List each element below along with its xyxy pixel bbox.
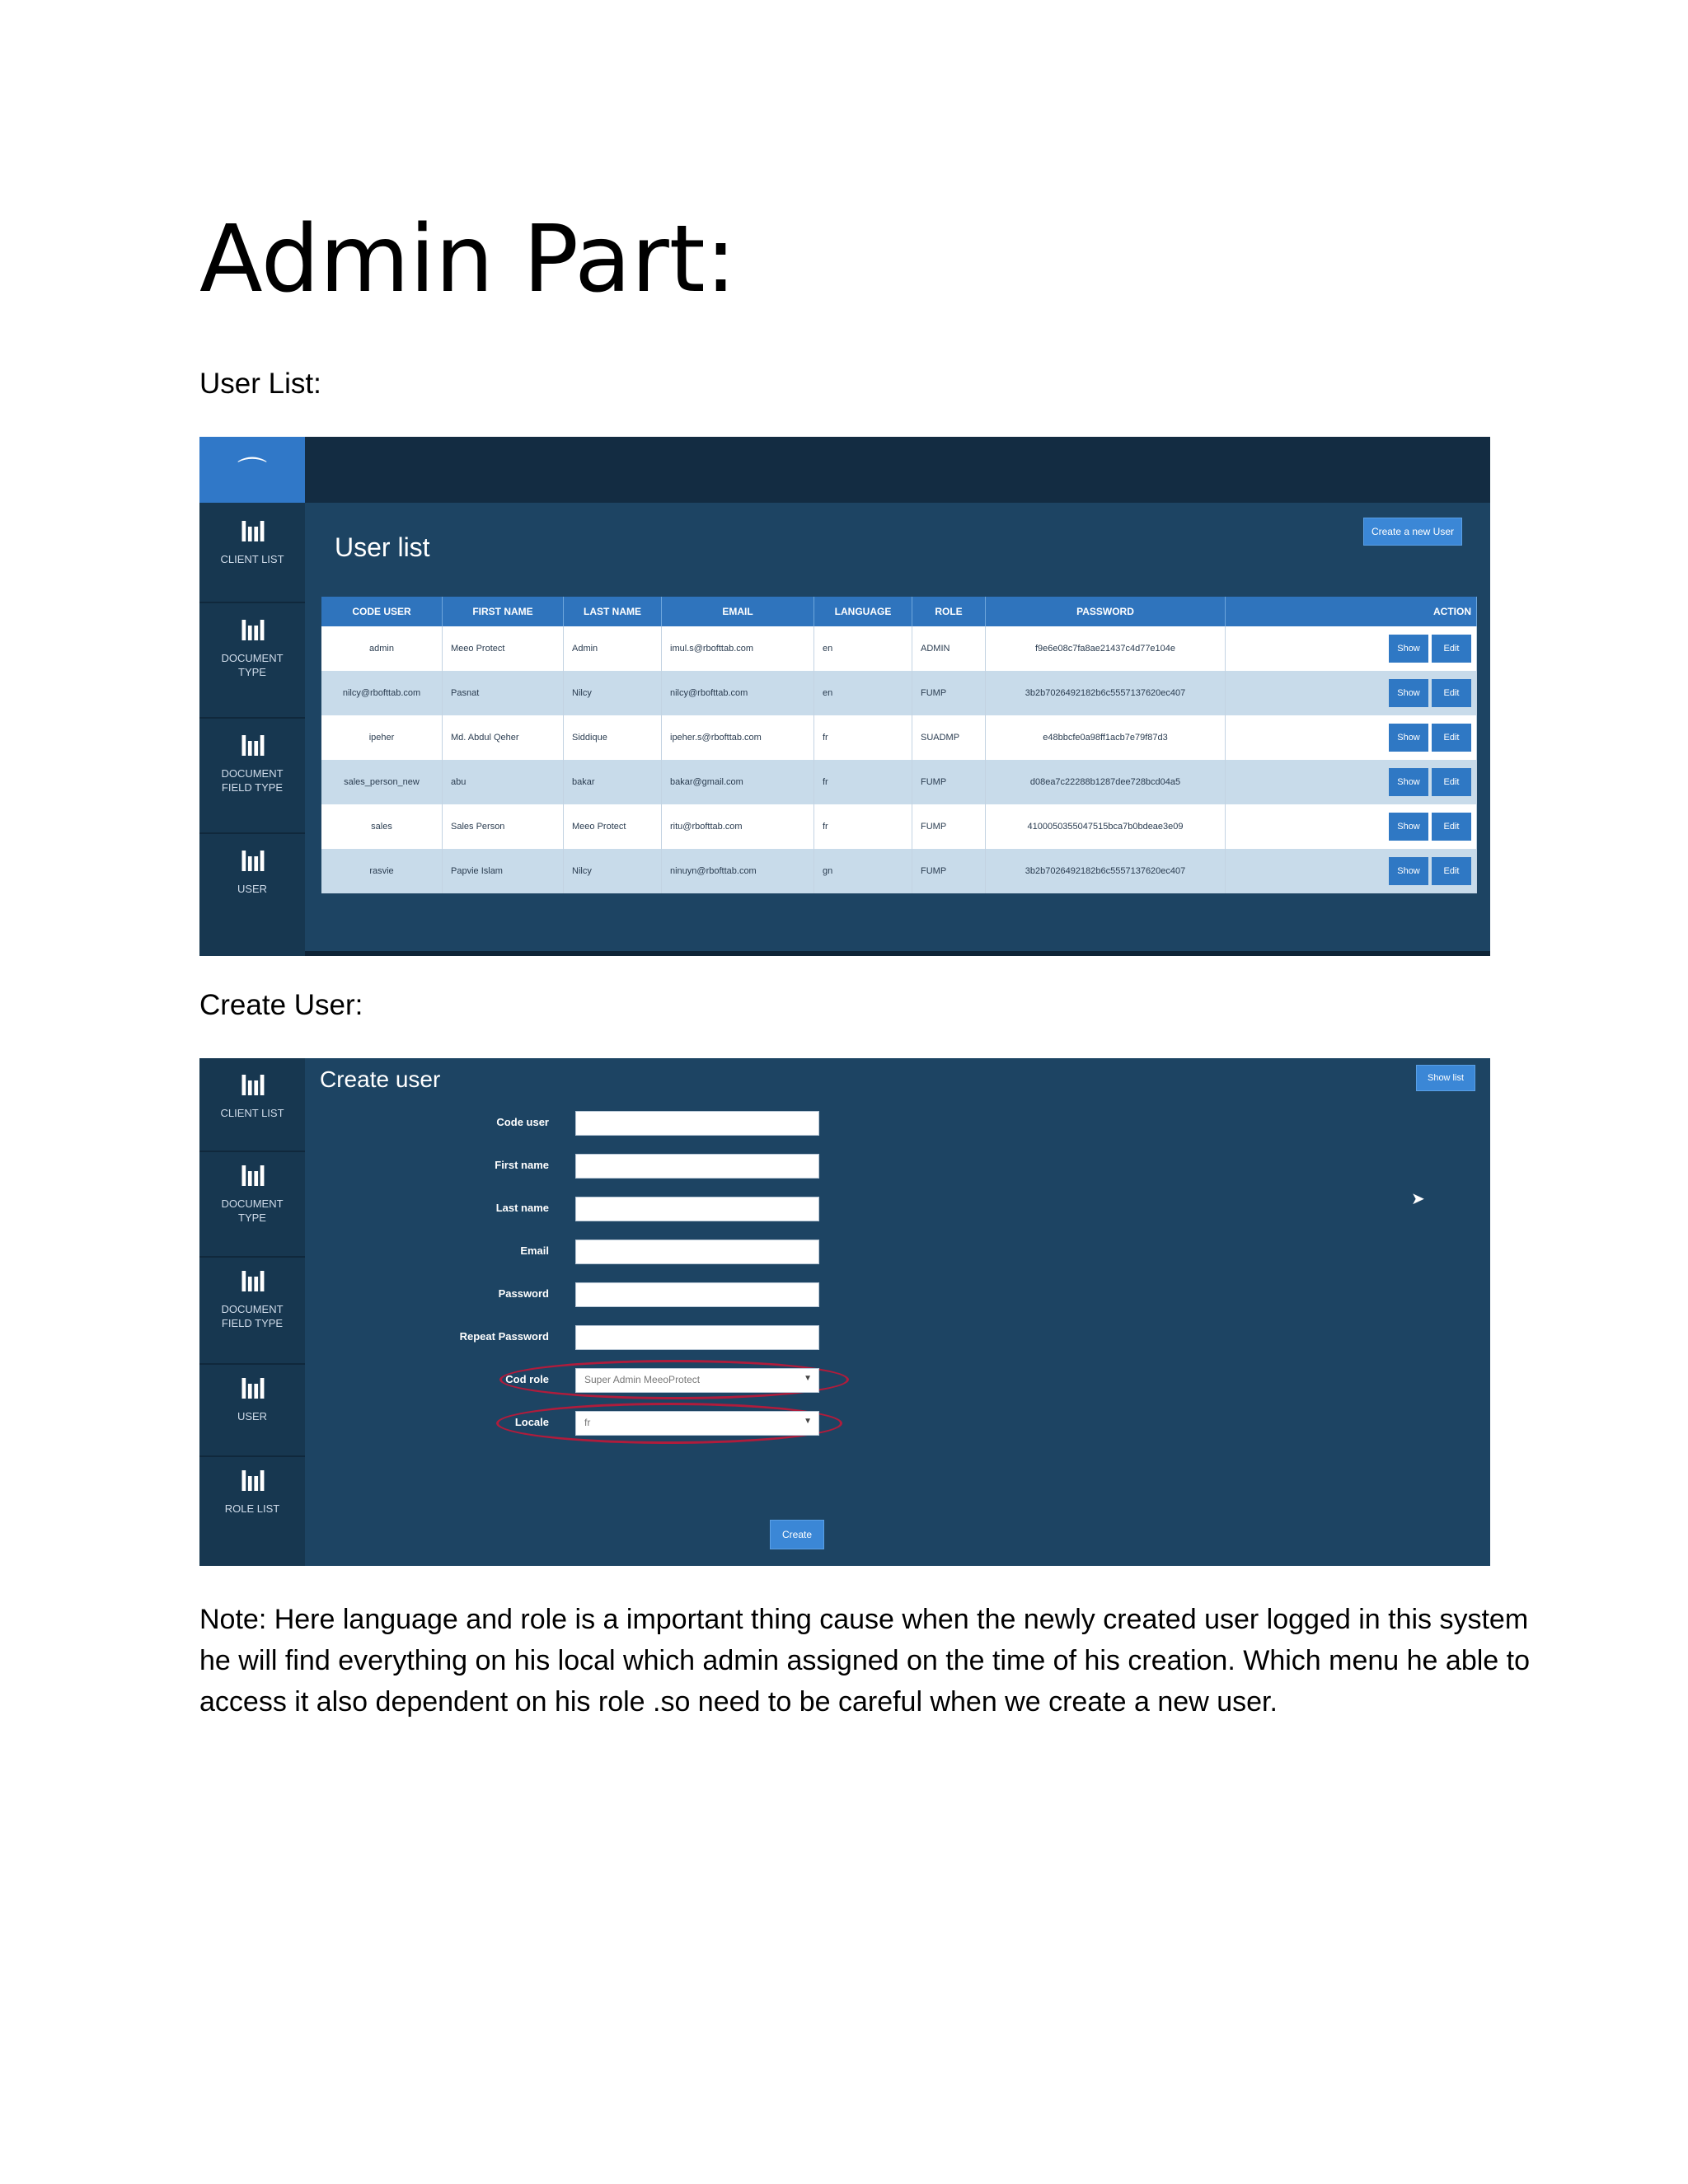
caption-user-list: User List: — [199, 368, 321, 400]
edit-button[interactable]: Edit — [1432, 679, 1471, 707]
table-header-row — [321, 597, 1477, 626]
show-list-button[interactable]: Show list — [1416, 1065, 1475, 1091]
locale-select[interactable] — [575, 1411, 819, 1436]
cell-role: FUMP — [912, 671, 986, 715]
column-header[interactable]: LANGUAGE — [814, 597, 912, 626]
cell-action — [1226, 715, 1477, 760]
cell-code-user: admin — [321, 626, 443, 671]
cell-password: 4100050355047515bca7b0bdeae3e09 — [986, 804, 1226, 849]
cell-role: ADMIN — [912, 626, 986, 671]
cell-code-user: ipeher — [321, 715, 443, 760]
table-row — [321, 849, 1477, 893]
sidebar — [199, 1058, 305, 1566]
cell-email: nilcy@rbofttab.com — [662, 671, 814, 715]
table-row — [321, 804, 1477, 849]
table-row — [321, 760, 1477, 804]
cell-role: FUMP — [912, 804, 986, 849]
edit-button[interactable]: Edit — [1432, 813, 1471, 841]
user-table — [321, 597, 1477, 893]
bar-chart-icon: lııl — [240, 1374, 265, 1405]
column-header[interactable]: CODE USER — [321, 597, 443, 626]
first-name-label: First name — [495, 1159, 549, 1171]
cell-last-name: bakar — [564, 760, 662, 804]
cod-role-value: Super Admin MeeoProtect — [584, 1374, 701, 1385]
chevron-down-icon: ▼ — [804, 1417, 812, 1426]
bar-chart-icon: lııl — [240, 1466, 265, 1497]
table-row — [321, 671, 1477, 715]
column-header: ACTION — [1226, 597, 1477, 626]
note-paragraph: Note: Here language and role is a important thing cause when the newly created user logged in this system he will find everything on his local which admin assigned on the time of his creation. Which menu he able to access it also dependent on his role .so need to be careful when we create a new user. — [199, 1604, 1530, 1718]
sidebar-item-label: DOCUMENT FIELD TYPE — [221, 1303, 284, 1329]
cell-language: fr — [814, 715, 912, 760]
cell-first-name: Sales Person — [443, 804, 564, 849]
show-button[interactable]: Show — [1389, 813, 1428, 841]
bar-chart-icon: lııl — [240, 1161, 265, 1193]
sidebar-item-label: ROLE LIST — [224, 1502, 280, 1515]
cell-first-name: Pasnat — [443, 671, 564, 715]
sidebar-item-user[interactable] — [199, 847, 305, 896]
bar-chart-icon: lııl — [240, 1071, 265, 1102]
password-label: Password — [498, 1287, 549, 1300]
cell-action — [1226, 671, 1477, 715]
bottom-bar — [305, 951, 1490, 956]
cell-code-user: rasvie — [321, 849, 443, 893]
edit-button[interactable]: Edit — [1432, 857, 1471, 885]
mouse-cursor-icon: ➤ — [1411, 1190, 1425, 1208]
column-header[interactable]: EMAIL — [662, 597, 814, 626]
bar-chart-icon: lııl — [240, 731, 265, 762]
cell-first-name: abu — [443, 760, 564, 804]
cell-code-user: nilcy@rbofttab.com — [321, 671, 443, 715]
cell-email: bakar@gmail.com — [662, 760, 814, 804]
cell-role: FUMP — [912, 849, 986, 893]
cell-last-name: Nilcy — [564, 849, 662, 893]
top-navbar — [305, 437, 1490, 503]
cell-action — [1226, 804, 1477, 849]
cell-email: ninuyn@rbofttab.com — [662, 849, 814, 893]
cell-last-name: Admin — [564, 626, 662, 671]
sidebar-item-label: DOCUMENT FIELD TYPE — [221, 767, 284, 794]
show-button[interactable]: Show — [1389, 635, 1428, 663]
code-user-label: Code user — [496, 1116, 549, 1128]
cell-first-name: Papvie Islam — [443, 849, 564, 893]
chevron-down-icon: ▼ — [804, 1374, 812, 1383]
cell-code-user: sales_person_new — [321, 760, 443, 804]
locale-value: fr — [584, 1417, 591, 1428]
cell-action — [1226, 849, 1477, 893]
cell-action — [1226, 760, 1477, 804]
edit-button[interactable]: Edit — [1432, 635, 1471, 663]
cell-language: fr — [814, 760, 912, 804]
page-title: Create user — [320, 1066, 441, 1092]
cell-password: e48bbcfe0a98ff1acb7e79f87d3 — [986, 715, 1226, 760]
create-new-user-button[interactable]: Create a new User — [1363, 518, 1462, 546]
sidebar-item-label: CLIENT LIST — [220, 1107, 284, 1119]
repeat-password-label: Repeat Password — [459, 1330, 549, 1343]
app-logo-tile[interactable] — [199, 437, 305, 503]
cell-language: en — [814, 671, 912, 715]
sidebar-item-document-type[interactable] — [199, 616, 305, 679]
code-user-input[interactable] — [575, 1111, 819, 1136]
cod-role-select[interactable] — [575, 1368, 819, 1393]
spinner-icon: ⌒ — [237, 454, 267, 489]
bar-chart-icon: lııl — [240, 1267, 265, 1298]
sidebar-item-document-field-type[interactable] — [199, 1268, 305, 1330]
show-button[interactable]: Show — [1389, 768, 1428, 796]
locale-label: Locale — [514, 1416, 549, 1428]
sidebar-item-role-list[interactable] — [199, 1467, 305, 1516]
email-label: Email — [520, 1244, 549, 1257]
cell-password: d08ea7c22288b1287dee728bcd04a5 — [986, 760, 1226, 804]
cell-last-name: Siddique — [564, 715, 662, 760]
sidebar-item-user[interactable] — [199, 1375, 305, 1423]
cell-email: imul.s@rbofttab.com — [662, 626, 814, 671]
sidebar-item-label: DOCUMENT TYPE — [221, 1197, 284, 1224]
cod-role-label: Cod role — [505, 1373, 549, 1385]
sidebar-item-label: USER — [237, 883, 268, 895]
sidebar-item-document-field-type[interactable] — [199, 732, 305, 794]
cell-last-name: Nilcy — [564, 671, 662, 715]
cell-role: FUMP — [912, 760, 986, 804]
cell-first-name: Md. Abdul Qeher — [443, 715, 564, 760]
cell-role: SUADMP — [912, 715, 986, 760]
table-row — [321, 715, 1477, 760]
last-name-label: Last name — [495, 1202, 549, 1214]
password-input[interactable] — [575, 1282, 819, 1307]
table-row — [321, 626, 1477, 671]
user-list-screenshot — [199, 437, 1490, 956]
document-title: Admin Part: — [199, 206, 737, 313]
sidebar-item-label: DOCUMENT TYPE — [221, 652, 284, 678]
repeat-password-input[interactable] — [575, 1325, 819, 1350]
bar-chart-icon: lııl — [240, 517, 265, 548]
edit-button[interactable]: Edit — [1432, 768, 1471, 796]
show-button[interactable]: Show — [1389, 857, 1428, 885]
cell-password: 3b2b7026492182b6c5557137620ec407 — [986, 671, 1226, 715]
cell-password: 3b2b7026492182b6c5557137620ec407 — [986, 849, 1226, 893]
first-name-input[interactable] — [575, 1154, 819, 1179]
sidebar — [199, 503, 305, 956]
column-header[interactable]: LAST NAME — [564, 597, 662, 626]
email-input[interactable] — [575, 1240, 819, 1264]
cell-first-name: Meeo Protect — [443, 626, 564, 671]
page-title: User list — [335, 532, 430, 562]
column-header[interactable]: ROLE — [912, 597, 986, 626]
cell-language: en — [814, 626, 912, 671]
cell-last-name: Meeo Protect — [564, 804, 662, 849]
cell-action — [1226, 626, 1477, 671]
cell-code-user: sales — [321, 804, 443, 849]
last-name-input[interactable] — [575, 1197, 819, 1221]
cell-password: f9e6e08c7fa8ae21437c4d77e104e — [986, 626, 1226, 671]
sidebar-item-label: USER — [237, 1410, 268, 1422]
create-user-screenshot — [199, 1058, 1490, 1566]
edit-button[interactable]: Edit — [1432, 724, 1471, 752]
bar-chart-icon: lııl — [240, 846, 265, 878]
sidebar-item-client-list[interactable] — [199, 518, 305, 566]
cell-language: gn — [814, 849, 912, 893]
column-header[interactable]: FIRST NAME — [443, 597, 564, 626]
sidebar-item-client-list[interactable] — [199, 1071, 305, 1120]
show-button[interactable]: Show — [1389, 679, 1428, 707]
caption-create-user: Create User: — [199, 989, 363, 1021]
show-button[interactable]: Show — [1389, 724, 1428, 752]
sidebar-item-document-type[interactable] — [199, 1162, 305, 1225]
sidebar-item-label: CLIENT LIST — [220, 553, 284, 565]
column-header[interactable]: PASSWORD — [986, 597, 1226, 626]
bar-chart-icon: lııl — [240, 616, 265, 647]
cell-language: fr — [814, 804, 912, 849]
cell-email: ipeher.s@rbofttab.com — [662, 715, 814, 760]
create-button[interactable]: Create — [770, 1520, 824, 1549]
cell-email: ritu@rbofttab.com — [662, 804, 814, 849]
